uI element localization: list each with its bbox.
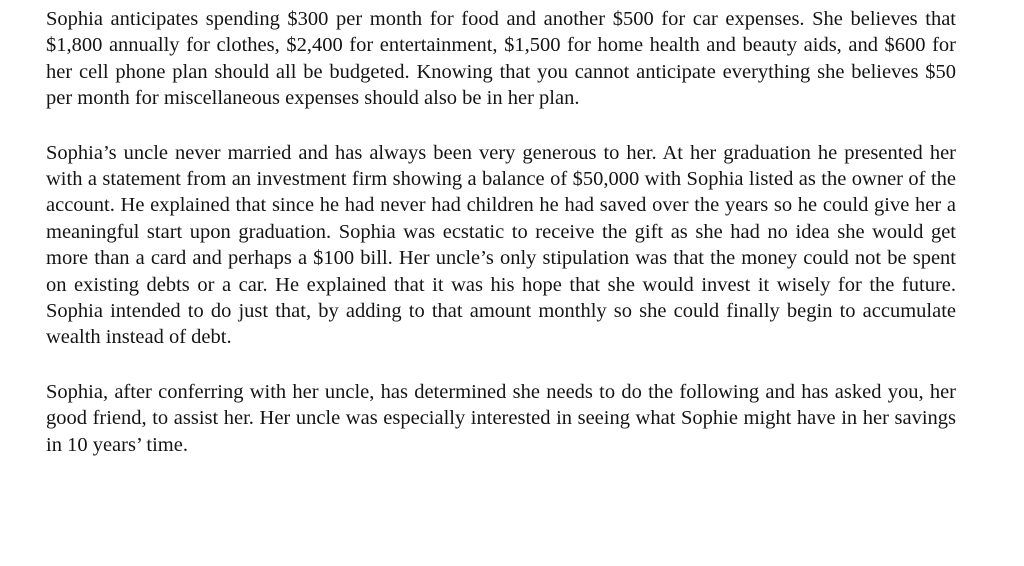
paragraph-task: Sophia, after conferring with her uncle, has determined she needs to do the following and has asked you, her good friend, to assist her. Her uncle was especially interested in seeing what Sophie might have in her savings in 10 years’ time.: [46, 380, 956, 456]
document-body: [46, 6, 956, 458]
paragraph-budget: Sophia anticipates spending $300 per month for food and another $500 for car expenses. She believes that $1,800 annually for clothes, $2,400 for entertainment, $1,500 for home health and beauty aids, and $600 for her cell phone plan should all be budgeted. Knowing that you cannot anticipate everything she believes $50 per month for miscellaneous expenses should also be in her plan.: [46, 8, 956, 110]
paragraph-uncle-gift: Sophia’s uncle never married and has always been very generous to her. At her graduation he presented her with a statement from an investment firm showing a balance of $50,000 with Sophia listed as the owner of the account. He explained that since he had never had children he had saved over the years so he could give her a meaningful start upon graduation. Sophia was ecstatic to receive the gift as she had no idea she would get more than a card and perhaps a $100 bill. Her uncle’s only stipulation was that the money could not be spent on existing debts or a car. He explained that it was his hope that she would invest it wisely for the future. Sophia intended to do just that, by adding to that amount monthly so she could finally begin to accumulate wealth instead of debt.: [46, 141, 956, 349]
